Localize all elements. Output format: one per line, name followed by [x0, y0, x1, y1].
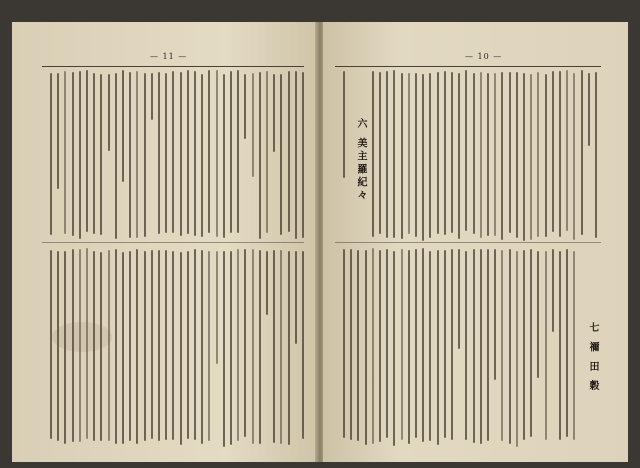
- text-line: [537, 72, 539, 236]
- text-line: [194, 249, 196, 440]
- text-line: [86, 70, 88, 232]
- text-line: [180, 72, 182, 236]
- page-stain: [52, 322, 112, 352]
- text-line: [552, 71, 554, 232]
- text-line: [415, 249, 417, 437]
- text-line: [172, 251, 174, 441]
- text-line: [244, 74, 246, 139]
- text-line: [302, 72, 304, 238]
- text-line: [465, 251, 467, 439]
- text-line: [151, 250, 153, 439]
- text-line: [252, 73, 254, 177]
- text-line: [295, 71, 297, 238]
- text-line: [93, 73, 95, 235]
- text-line: [559, 251, 561, 440]
- text-line: [386, 249, 388, 438]
- text-line: [393, 70, 395, 237]
- text-line: [201, 74, 203, 237]
- text-line: [444, 71, 446, 235]
- text-line: [401, 249, 403, 440]
- text-line: [50, 73, 52, 235]
- text-line: [386, 71, 388, 238]
- text-line: [437, 72, 439, 234]
- text-line: [172, 71, 174, 233]
- text-line: [187, 70, 189, 234]
- text-line: [451, 249, 453, 440]
- text-line: [465, 70, 467, 230]
- text-line: [530, 249, 532, 437]
- text-line: [566, 249, 568, 437]
- text-line: [523, 73, 525, 241]
- text-line: [108, 250, 110, 440]
- text-line: [266, 251, 268, 315]
- text-line: [595, 72, 597, 238]
- text-line: [165, 250, 167, 440]
- text-line: [501, 72, 503, 240]
- left-page: [12, 22, 317, 462]
- text-line: [422, 248, 424, 442]
- text-line: [437, 250, 439, 446]
- text-line: [158, 72, 160, 234]
- text-line: [581, 70, 583, 235]
- left-upper-text-block: [46, 70, 308, 238]
- text-line: [458, 73, 460, 239]
- text-line: [288, 251, 290, 445]
- text-line: [115, 73, 117, 239]
- text-line: [372, 248, 374, 443]
- right-page: [323, 22, 628, 462]
- text-line: [365, 250, 367, 445]
- text-line: [187, 251, 189, 439]
- text-line: [208, 251, 210, 441]
- text-line: [494, 73, 496, 237]
- text-line: [552, 249, 554, 333]
- text-line: [144, 73, 146, 237]
- text-line: [537, 251, 539, 378]
- text-line: [280, 74, 282, 235]
- text-line: [573, 73, 575, 241]
- text-line: [223, 74, 225, 238]
- section-seven-heading: 七 禰 田 穀: [587, 322, 598, 394]
- text-line: [379, 72, 381, 234]
- text-line: [501, 250, 503, 441]
- text-line: [343, 249, 345, 438]
- text-line: [516, 251, 518, 447]
- text-line: [559, 71, 561, 236]
- text-line: [252, 249, 254, 444]
- text-line: [273, 74, 275, 152]
- text-line: [545, 251, 547, 441]
- text-line: [588, 73, 590, 146]
- text-line: [415, 73, 417, 237]
- text-line: [473, 73, 475, 234]
- text-line: [180, 252, 182, 446]
- right-middle-divider: [335, 242, 601, 243]
- text-line: [516, 72, 518, 238]
- text-line: [295, 251, 297, 343]
- text-line: [372, 71, 374, 237]
- text-line: [259, 72, 261, 239]
- text-line: [458, 249, 460, 349]
- text-line: [444, 250, 446, 438]
- text-line: [129, 251, 131, 442]
- text-line: [509, 72, 511, 232]
- text-line: [429, 251, 431, 441]
- text-line: [259, 250, 261, 444]
- text-line: [480, 72, 482, 238]
- text-line: [509, 249, 511, 444]
- text-line: [50, 250, 52, 439]
- text-line: [216, 70, 218, 237]
- text-line: [79, 71, 81, 239]
- right-page-number: — 10 —: [465, 52, 503, 61]
- open-book: [12, 22, 628, 462]
- text-line: [136, 71, 138, 238]
- text-line: [122, 70, 124, 182]
- text-line: [280, 250, 282, 444]
- text-line: [122, 252, 124, 444]
- text-line: [473, 249, 475, 443]
- right-upper-text-block: [337, 70, 601, 238]
- text-line: [273, 250, 275, 443]
- left-header-rule: [42, 66, 304, 67]
- text-line: [408, 73, 410, 234]
- text-line: [208, 70, 210, 233]
- text-line: [108, 74, 110, 151]
- text-line: [194, 71, 196, 236]
- text-line: [201, 250, 203, 443]
- section-six-heading: 六 美主羅紀々: [355, 118, 366, 203]
- text-line: [350, 249, 352, 440]
- right-lower-text-block: [337, 248, 601, 444]
- text-line: [422, 74, 424, 241]
- text-line: [566, 70, 568, 231]
- text-line: [230, 71, 232, 234]
- text-line: [266, 71, 268, 233]
- text-line: [223, 251, 225, 446]
- text-line: [64, 71, 66, 233]
- text-line: [230, 251, 232, 444]
- text-line: [216, 251, 218, 364]
- text-line: [451, 72, 453, 233]
- text-line: [100, 74, 102, 235]
- text-line: [480, 249, 482, 445]
- text-line: [523, 250, 525, 440]
- text-line: [494, 249, 496, 380]
- text-line: [244, 249, 246, 437]
- text-line: [393, 251, 395, 446]
- text-line: [129, 72, 131, 238]
- text-line: [57, 73, 59, 189]
- text-line: [302, 251, 304, 439]
- text-line: [144, 251, 146, 441]
- text-line: [72, 72, 74, 237]
- text-line: [408, 250, 410, 444]
- left-middle-divider: [42, 242, 304, 243]
- text-line: [530, 74, 532, 240]
- text-line: [429, 73, 431, 238]
- text-line: [357, 250, 359, 440]
- text-line: [151, 73, 153, 120]
- text-line: [237, 70, 239, 233]
- text-line: [487, 73, 489, 236]
- text-line: [379, 250, 381, 442]
- text-line: [343, 71, 345, 178]
- text-line: [545, 74, 547, 238]
- left-page-number: — 11 —: [150, 52, 188, 61]
- text-line: [158, 250, 160, 441]
- text-line: [288, 71, 290, 233]
- text-line: [573, 251, 575, 440]
- text-line: [487, 249, 489, 441]
- text-line: [165, 73, 167, 233]
- text-line: [401, 73, 403, 238]
- right-header-rule: [335, 66, 601, 67]
- text-line: [115, 249, 117, 443]
- text-line: [136, 249, 138, 445]
- text-line: [237, 249, 239, 441]
